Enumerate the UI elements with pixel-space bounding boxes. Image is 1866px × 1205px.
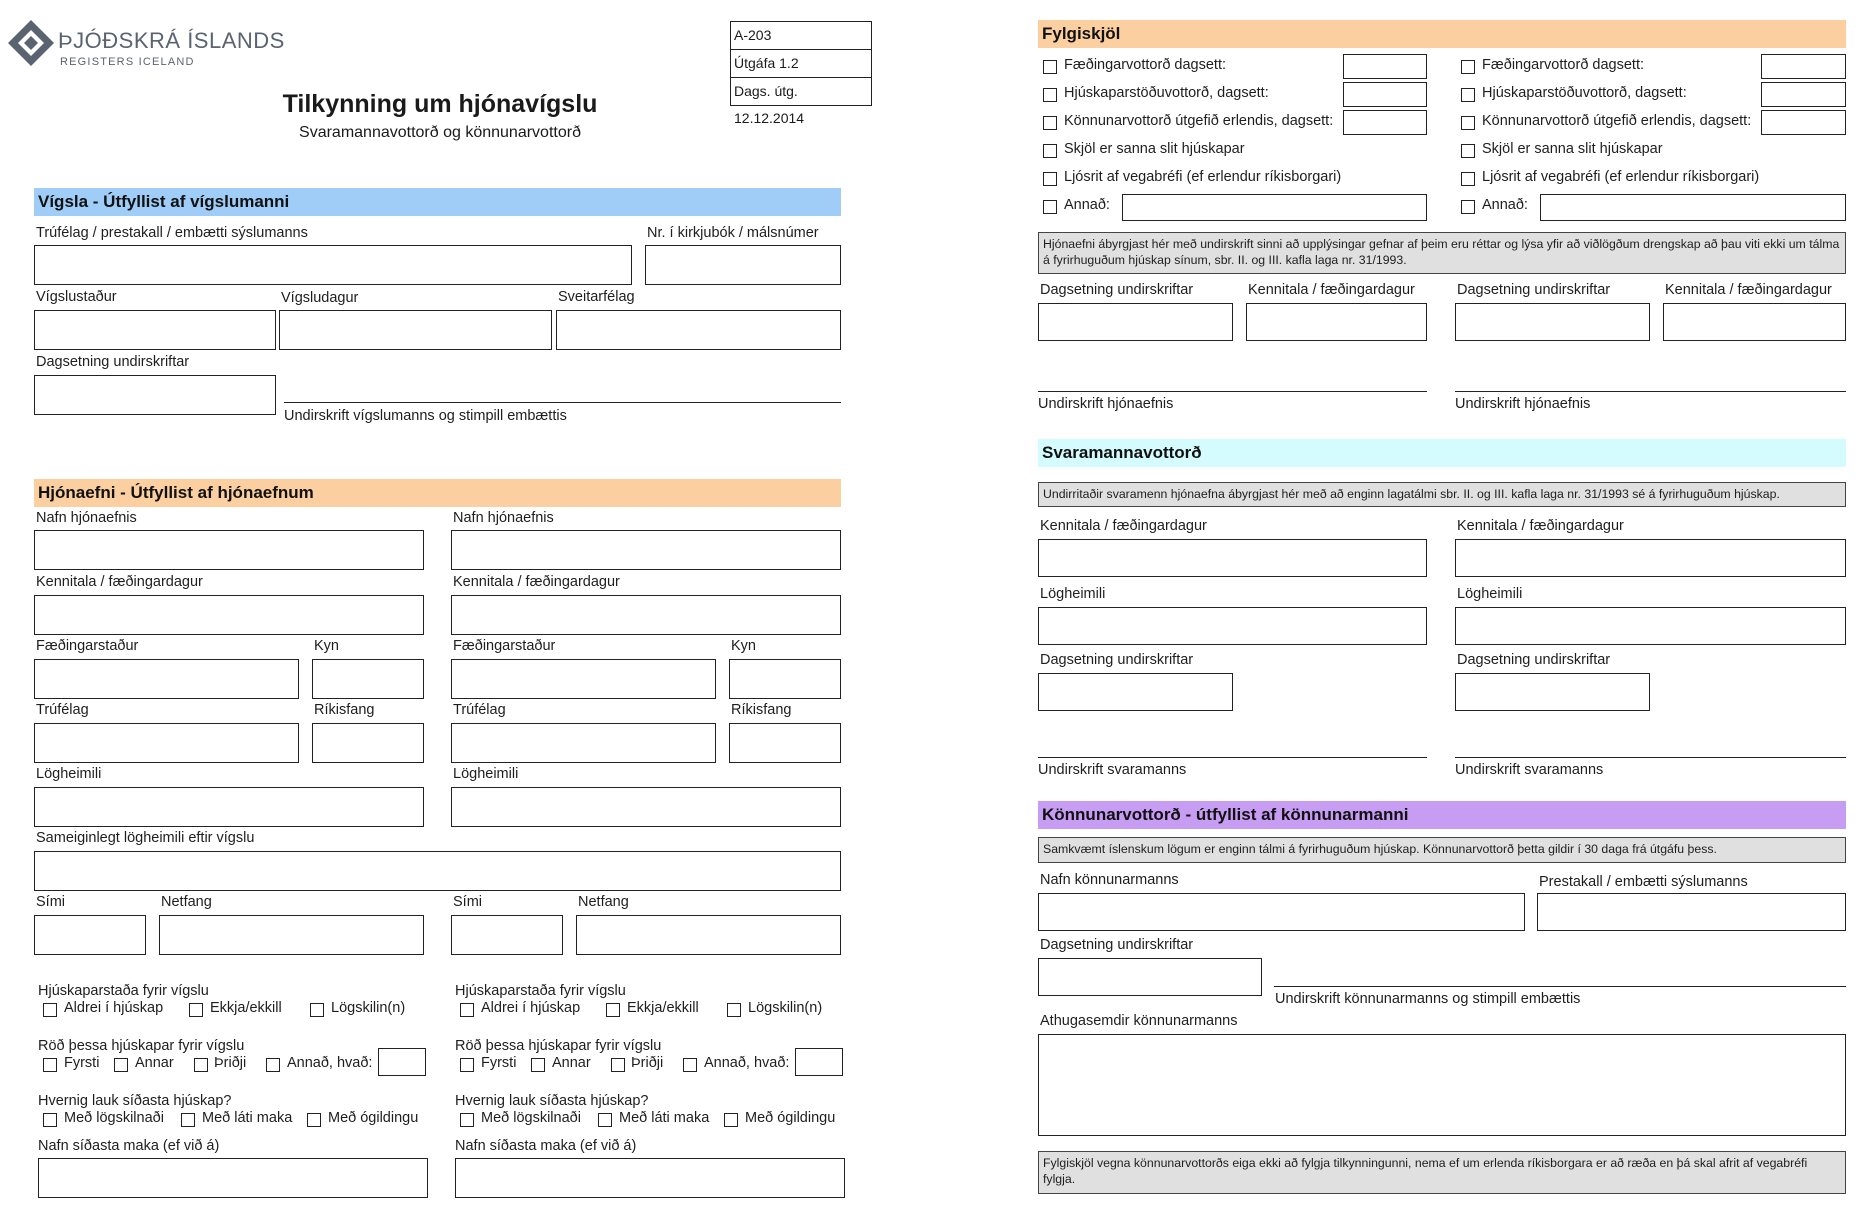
kyn-label-2: Kyn (731, 638, 756, 654)
rod-label-2: Röð þessa hjúskapar fyrir vígslu (455, 1038, 662, 1054)
nafn-maka-label-2: Nafn síðasta maka (ef við á) (455, 1138, 637, 1154)
hjonaefni-declaration-note: Hjónaefni ábyrgjast hér með undirskrift sinni að upplýsingar gefnar af þeim eru réttar og lýsa yfir að viðlögðum drengskap að þau viti ekki um tálma á fyrirhuguðum hjúskap sínum, sbr. II. og III. kafla laga nr. 31/1993. (1038, 232, 1846, 274)
annad-label-1: Annað, hvað: (287, 1055, 373, 1071)
trufelag-field[interactable] (34, 245, 632, 285)
konnunarvottord-label-2: Könnunarvottorð útgefið erlendis, dagsett: (1482, 113, 1752, 129)
svaramadur-signature-line-2[interactable] (1455, 757, 1846, 758)
netfang-label-2: Netfang (578, 894, 629, 910)
lati-maka-checkbox-2[interactable] (598, 1113, 612, 1127)
kirkjubok-label: Nr. í kirkjubók / málsnúmer (647, 225, 819, 241)
konnunarmadur-signature-label: Undirskrift könnunarmanns og stimpill embættis (1275, 991, 1581, 1007)
kennitala-field-1[interactable] (34, 595, 424, 635)
simi-label-2: Sími (453, 894, 482, 910)
form-meta-box (730, 21, 872, 126)
simi-field-2[interactable] (451, 915, 563, 955)
annad-fylgiskjal-field-1[interactable] (1122, 194, 1427, 221)
logheimili-field-2[interactable] (451, 787, 841, 827)
rikisfang-field-2[interactable] (729, 723, 841, 763)
svaramadur-logheimili-label-1: Lögheimili (1040, 586, 1106, 602)
konnun-prestakall-label: Prestakall / embætti sýslumanns (1539, 874, 1748, 890)
kyn-label-1: Kyn (314, 638, 339, 654)
faedingarvottord-label-2: Fæðingarvottorð dagsett: (1482, 57, 1645, 73)
svaramadur-kennitala-label-2: Kennitala / fæðingardagur (1457, 518, 1624, 534)
konnun-prestakall-field[interactable] (1537, 893, 1846, 931)
logskilnadi-checkbox-1[interactable] (43, 1113, 57, 1127)
svaramadur-dags-label-2: Dagsetning undirskriftar (1457, 652, 1611, 668)
annad-fylgiskjal-label-1: Annað: (1064, 197, 1110, 213)
konnun-note: Samkvæmt íslenskum lögum er enginn tálmi á fyrirhuguðum hjúskap. Könnunarvottorð þetta gildir í 30 daga frá útgáfu þess. (1038, 837, 1846, 863)
trufelag-label-1: Trúfélag (36, 702, 89, 718)
hvernig-label-1: Hvernig lauk síðasta hjúskap? (38, 1093, 232, 1109)
faedingarvottord-date-1[interactable] (1343, 54, 1427, 79)
form-code: A-203 (731, 22, 871, 50)
slit-hjuskapar-label-1: Skjöl er sanna slit hjúskapar (1064, 141, 1245, 157)
fylgi-kennitala-label-1: Kennitala / fæðingardagur (1248, 282, 1415, 298)
konnun-dags-label: Dagsetning undirskriftar (1040, 937, 1194, 953)
annad-field-1[interactable] (378, 1048, 426, 1076)
konnunarmadur-nafn-field[interactable] (1038, 893, 1525, 931)
fyrsti-label-1: Fyrsti (64, 1055, 100, 1071)
hjuskaparstoduvottord-date-2[interactable] (1761, 82, 1846, 107)
ogildingu-checkbox-1[interactable] (307, 1113, 321, 1127)
annad-fylgiskjal-label-2: Annað: (1482, 197, 1528, 213)
logskilin-label-2: Lögskilin(n) (748, 1000, 823, 1016)
faedingarvottord-label-1: Fæðingarvottorð dagsett: (1064, 57, 1227, 73)
vegabref-checkbox-2[interactable] (1461, 172, 1475, 186)
logo-subtitle: REGISTERS ICELAND (60, 56, 195, 68)
ekkja-checkbox-1[interactable] (189, 1003, 203, 1017)
ogildingu-label-2: Með ógildingu (745, 1110, 836, 1126)
kyn-field-2[interactable] (729, 659, 841, 699)
annad-fylgiskjal-checkbox-1[interactable] (1043, 200, 1057, 214)
lati-maka-label-1: Með láti maka (202, 1110, 293, 1126)
netfang-label-1: Netfang (161, 894, 212, 910)
annad-label-2: Annað, hvað: (704, 1055, 790, 1071)
annad-checkbox-2[interactable] (683, 1058, 697, 1072)
netfang-field-2[interactable] (576, 915, 841, 955)
svaramadur-logheimili-field-2[interactable] (1455, 607, 1846, 645)
hjuskaparstada-label-2: Hjúskaparstaða fyrir vígslu (455, 983, 626, 999)
hjuskaparstada-label-1: Hjúskaparstaða fyrir vígslu (38, 983, 209, 999)
vegabref-checkbox-1[interactable] (1043, 172, 1057, 186)
rikisfang-field-1[interactable] (312, 723, 424, 763)
ekkja-checkbox-2[interactable] (606, 1003, 620, 1017)
thridji-label-1: Þriðji (214, 1055, 247, 1071)
svaramadur-kennitala-field-2[interactable] (1455, 539, 1846, 577)
vigslustadur-field[interactable] (34, 310, 276, 350)
annar-label-1: Annar (135, 1055, 174, 1071)
page-subtitle: Svaramannavottorð og könnunarvottorð (299, 124, 581, 141)
konnun-section-header: Könnunarvottorð - útfyllist af könnunarmanni (1038, 801, 1846, 829)
annad-fylgiskjal-checkbox-2[interactable] (1461, 200, 1475, 214)
svaramadur-dags-field-1[interactable] (1038, 673, 1233, 711)
hjonaefni-signature-line-1[interactable] (1038, 391, 1427, 392)
vigslumadur-signature-label: Undirskrift vígslumanns og stimpill embættis (284, 408, 567, 424)
ekkja-label-2: Ekkja/ekkill (627, 1000, 699, 1016)
nafn-maka-field-2[interactable] (455, 1158, 845, 1198)
ogildingu-label-1: Með ógildingu (328, 1110, 419, 1126)
logheimili-field-1[interactable] (34, 787, 424, 827)
hjuskaparstoduvottord-checkbox-2[interactable] (1461, 88, 1475, 102)
nafn-field-1[interactable] (34, 530, 424, 570)
annar-label-2: Annar (552, 1055, 591, 1071)
athugasemdir-label: Athugasemdir könnunarmanns (1040, 1013, 1238, 1029)
vigsludagur-field[interactable] (279, 310, 552, 350)
fylgi-dags-field-1[interactable] (1038, 303, 1233, 341)
vigsla-dags-field[interactable] (34, 375, 276, 415)
vigslustadur-label: Vígslustaður (36, 289, 117, 305)
logskilin-checkbox-1[interactable] (310, 1003, 324, 1017)
hjonaefni-section-header: Hjónaefni - Útfyllist af hjónaefnum (34, 479, 841, 507)
form-date: Dags. útg. 12.12.2014 (734, 83, 805, 126)
hjuskaparstoduvottord-checkbox-1[interactable] (1043, 88, 1057, 102)
thridji-label-2: Þriðji (631, 1055, 664, 1071)
nafn-maka-label-1: Nafn síðasta maka (ef við á) (38, 1138, 220, 1154)
fyrsti-label-2: Fyrsti (481, 1055, 517, 1071)
athugasemdir-field[interactable] (1038, 1034, 1846, 1136)
sveitarfelag-field[interactable] (556, 310, 841, 350)
konnun-footnote: Fylgiskjöl vegna könnunarvottorðs eiga ekki að fylgja tilkynningunni, nema ef um erlenda ríkisborgara er að ræða en þá skal afrit af vegabréfi fylgja. (1038, 1151, 1846, 1194)
annad-fylgiskjal-field-2[interactable] (1540, 194, 1846, 221)
trufelag-label-2: Trúfélag (453, 702, 506, 718)
lati-maka-checkbox-1[interactable] (181, 1113, 195, 1127)
lati-maka-label-2: Með láti maka (619, 1110, 710, 1126)
faedingarstadur-label-1: Fæðingarstaður (36, 638, 139, 654)
vigsla-dags-label: Dagsetning undirskriftar (36, 354, 190, 370)
nafn-field-2[interactable] (451, 530, 841, 570)
hjuskaparstoduvottord-label-2: Hjúskaparstöðuvottorð, dagsett: (1482, 85, 1687, 101)
thridji-checkbox-1[interactable] (194, 1058, 208, 1072)
nafn-label-2: Nafn hjónaefnis (453, 510, 554, 526)
hjonaefni-signature-label-2: Undirskrift hjónaefnis (1455, 396, 1591, 412)
nafn-maka-field-1[interactable] (38, 1158, 428, 1198)
kennitala-field-2[interactable] (451, 595, 841, 635)
aldrei-label-2: Aldrei í hjúskap (481, 1000, 581, 1016)
hvernig-label-2: Hvernig lauk síðasta hjúskap? (455, 1093, 649, 1109)
aldrei-checkbox-1[interactable] (43, 1003, 57, 1017)
fyrsti-checkbox-2[interactable] (460, 1058, 474, 1072)
annar-checkbox-1[interactable] (114, 1058, 128, 1072)
slit-hjuskapar-checkbox-2[interactable] (1461, 144, 1475, 158)
faedingarstadur-field-1[interactable] (34, 659, 299, 699)
logskilin-checkbox-2[interactable] (727, 1003, 741, 1017)
netfang-field-1[interactable] (159, 915, 424, 955)
logskilnadi-label-2: Með lögskilnaði (481, 1110, 581, 1126)
logheimili-label-1: Lögheimili (36, 766, 102, 782)
trufelag-label: Trúfélag / prestakall / embætti sýslumanns (36, 225, 308, 241)
sveitarfelag-label: Sveitarfélag (558, 289, 635, 305)
vigslumadur-signature-line[interactable] (284, 402, 841, 403)
svaramadur-kennitala-field-1[interactable] (1038, 539, 1427, 577)
sameiginlegt-field[interactable] (34, 851, 841, 891)
thridji-checkbox-2[interactable] (611, 1058, 625, 1072)
fyrsti-checkbox-1[interactable] (43, 1058, 57, 1072)
vigsludagur-label: Vígsludagur (281, 290, 359, 306)
slit-hjuskapar-label-2: Skjöl er sanna slit hjúskapar (1482, 141, 1663, 157)
vegabref-label-1: Ljósrit af vegabréfi (ef erlendur ríkisborgari) (1064, 169, 1342, 185)
logheimili-label-2: Lögheimili (453, 766, 519, 782)
kennitala-label-2: Kennitala / fæðingardagur (453, 574, 620, 590)
hjuskaparstoduvottord-label-1: Hjúskaparstöðuvottorð, dagsett: (1064, 85, 1269, 101)
fylgiskjol-section-header: Fylgiskjöl (1038, 20, 1846, 48)
page-title: Tilkynning um hjónavígslu (282, 90, 598, 118)
svaramadur-kennitala-label-1: Kennitala / fæðingardagur (1040, 518, 1207, 534)
svaramadur-signature-line-1[interactable] (1038, 757, 1427, 758)
kirkjubok-field[interactable] (645, 245, 841, 285)
konnunarvottord-checkbox-1[interactable] (1043, 116, 1057, 130)
faedingarvottord-checkbox-2[interactable] (1461, 60, 1475, 74)
ekkja-label-1: Ekkja/ekkill (210, 1000, 282, 1016)
annad-checkbox-1[interactable] (266, 1058, 280, 1072)
svaramadur-signature-label-1: Undirskrift svaramanns (1038, 762, 1187, 778)
svaramadur-logheimili-field-1[interactable] (1038, 607, 1427, 645)
svaramenn-section-header: Svaramannavottorð (1038, 439, 1846, 467)
svaramadur-dags-label-1: Dagsetning undirskriftar (1040, 652, 1194, 668)
hjonaefni-signature-line-2[interactable] (1455, 391, 1846, 392)
trufelag-field-2[interactable] (451, 723, 716, 763)
trufelag-field-1[interactable] (34, 723, 299, 763)
fylgi-kennitala-field-2[interactable] (1663, 303, 1846, 341)
form-version: Útgáfa 1.2 (731, 50, 871, 78)
annad-field-2[interactable] (795, 1048, 843, 1076)
hjuskaparstoduvottord-date-1[interactable] (1343, 82, 1427, 107)
simi-field-1[interactable] (34, 915, 146, 955)
konnunarvottord-label-1: Könnunarvottorð útgefið erlendis, dagsett: (1064, 113, 1334, 129)
rikisfang-label-2: Ríkisfang (731, 702, 792, 718)
konnunarvottord-date-2[interactable] (1761, 110, 1846, 135)
rikisfang-label-1: Ríkisfang (314, 702, 375, 718)
konnunarmadur-nafn-label: Nafn könnunarmanns (1040, 872, 1179, 888)
faedingarstadur-label-2: Fæðingarstaður (453, 638, 556, 654)
svaramadur-signature-label-2: Undirskrift svaramanns (1455, 762, 1604, 778)
svaramadur-logheimili-label-2: Lögheimili (1457, 586, 1523, 602)
hjonaefni-signature-label-1: Undirskrift hjónaefnis (1038, 396, 1174, 412)
logo-name: ÞJÓÐSKRÁ ÍSLANDS (58, 28, 285, 53)
aldrei-label-1: Aldrei í hjúskap (64, 1000, 164, 1016)
konnunarvottord-checkbox-2[interactable] (1461, 116, 1475, 130)
logskilnadi-checkbox-2[interactable] (460, 1113, 474, 1127)
ogildingu-checkbox-2[interactable] (724, 1113, 738, 1127)
aldrei-checkbox-2[interactable] (460, 1003, 474, 1017)
konnunarvottord-date-1[interactable] (1343, 110, 1427, 135)
nafn-label-1: Nafn hjónaefnis (36, 510, 137, 526)
vegabref-label-2: Ljósrit af vegabréfi (ef erlendur ríkisborgari) (1482, 169, 1760, 185)
fylgi-dags-label-1: Dagsetning undirskriftar (1040, 282, 1194, 298)
vigsla-section-header: Vígsla - Útfyllist af vígslumanni (34, 188, 841, 216)
kennitala-label-1: Kennitala / fæðingardagur (36, 574, 203, 590)
logskilnadi-label-1: Með lögskilnaði (64, 1110, 164, 1126)
konnun-dags-field[interactable] (1038, 958, 1262, 996)
registers-iceland-logo-icon (6, 18, 56, 70)
slit-hjuskapar-checkbox-1[interactable] (1043, 144, 1057, 158)
fylgi-kennitala-label-2: Kennitala / fæðingardagur (1665, 282, 1832, 298)
fylgi-dags-label-2: Dagsetning undirskriftar (1457, 282, 1611, 298)
kyn-field-1[interactable] (312, 659, 424, 699)
logskilin-label-1: Lögskilin(n) (331, 1000, 406, 1016)
konnunarmadur-signature-line[interactable] (1274, 986, 1846, 987)
fylgi-kennitala-field-1[interactable] (1246, 303, 1427, 341)
svaramadur-dags-field-2[interactable] (1455, 673, 1650, 711)
faedingarvottord-date-2[interactable] (1761, 54, 1846, 79)
faedingarstadur-field-2[interactable] (451, 659, 716, 699)
sameiginlegt-label: Sameiginlegt lögheimili eftir vígslu (36, 830, 255, 846)
simi-label-1: Sími (36, 894, 65, 910)
annar-checkbox-2[interactable] (531, 1058, 545, 1072)
svaramenn-note: Undirritaðir svaramenn hjónaefna ábyrgjast hér með að enginn lagatálmi sbr. II. og III. kafla laga nr. 31/1993 sé á fyrirhuguðum hjúskap. (1038, 482, 1846, 507)
rod-label-1: Röð þessa hjúskapar fyrir vígslu (38, 1038, 245, 1054)
fylgi-dags-field-2[interactable] (1455, 303, 1650, 341)
faedingarvottord-checkbox-1[interactable] (1043, 60, 1057, 74)
